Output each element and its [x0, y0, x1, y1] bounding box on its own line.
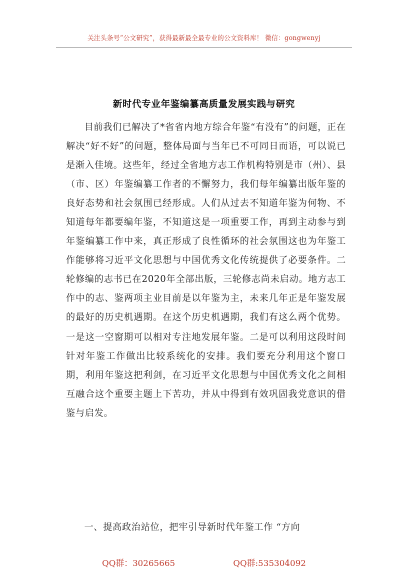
qq-group-left: QQ群：30265665	[102, 558, 176, 568]
document-body	[66, 119, 346, 424]
section-heading: 一、提高政治站位，把牢引导新时代年鉴工作 “方向	[84, 523, 301, 533]
header-note: 关注头条号“公文研究”，获得最新最全最专业的公文资料库！ 微信：gongwenyj	[87, 34, 321, 42]
header-divider	[56, 47, 352, 48]
qq-group-right: QQ群:535304092	[233, 558, 306, 568]
document-title: 新时代专业年鉴编纂高质量发展实践与研究	[112, 99, 296, 110]
body-paragraph: 目前我们已解决了*省省内地方综合年鉴“有没有”的问题，正在解决“好不好”的问题，整体局面与当年已不可同日而语，可以说已是渐入佳境。这些年，经过全省地方志工作机构特别是市（州）、县（市、区）年鉴编纂工作者的不懈努力，我们每年编纂出版年鉴的良好态势和社会氛围已经形成。人们从过去不知道年鉴为何物、不知道每年都要编年鉴，不知道这是一项重要工作，再到主动参与到年鉴编纂工作中来，真正形成了良性循环的社会氛围这也为年鉴工作能够将习近平文化思想与中国优秀文化传统提供了必要条件。二轮修编的志书已在2020年全部出版，三轮修志尚未启动。地方志工作中的志、鉴两项主业目前是以年鉴为主，未来几年正是年鉴发展的最好的历史机遇期。在这个历史机遇期，我们有这么两个优势。一是这一空窗期可以相对专注地发展年鉴。二是可以利用这段时间针对年鉴工作做出比较系统化的安排。我们要充分利用这个窗口期，利用年鉴这把利剑，在习近平文化思想与中国优秀文化之间相互融合这个重要主题上下苦功，并从中得到有效巩固我党意识的借鉴与启发。	[66, 123, 346, 419]
footer	[0, 557, 408, 569]
